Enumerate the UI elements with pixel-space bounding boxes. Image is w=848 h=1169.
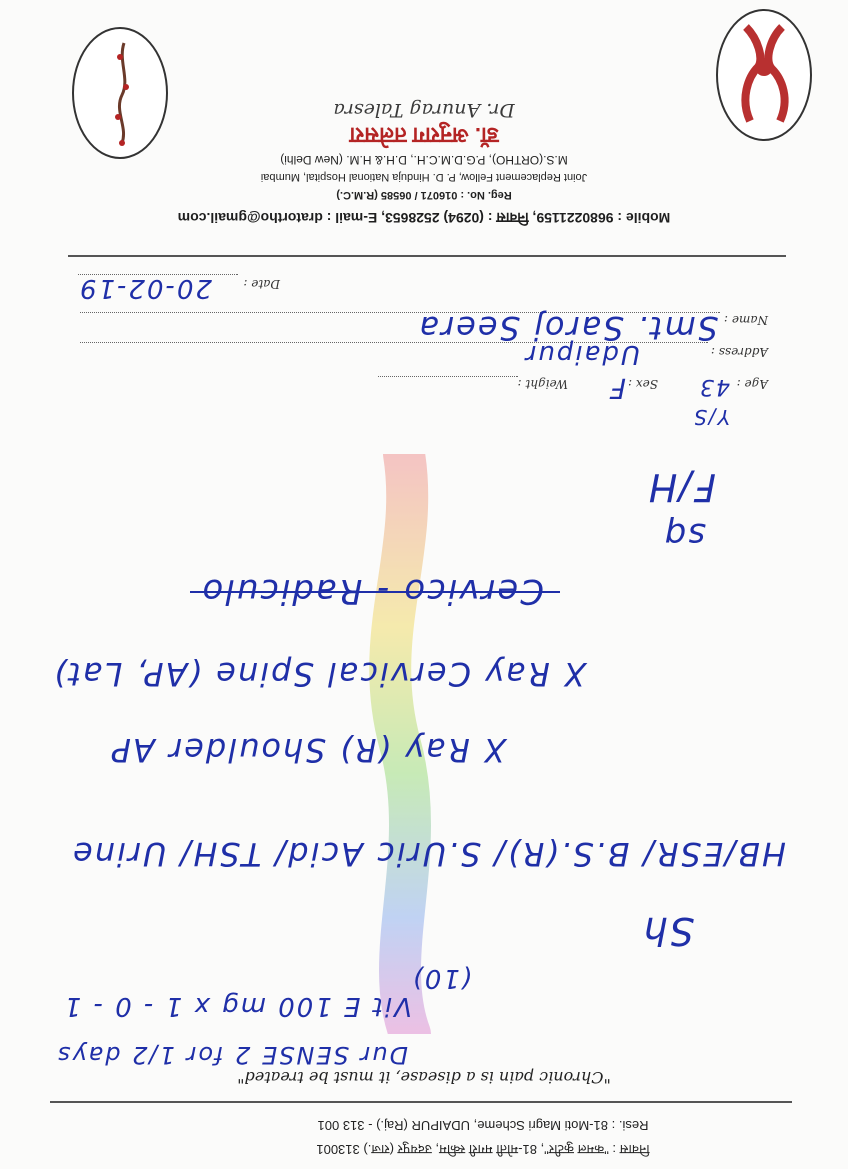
reference-note: (10) [410,963,472,993]
footer-divider [50,1101,792,1103]
xray-order-shoulder: X Ray (R) Shoulder AP [109,731,506,769]
diagnosis-underline [190,591,560,593]
xray-order-cervical: X Ray Cervical Spine (AP, Lat) [51,655,586,693]
name-label: Name : [724,313,768,327]
header-divider [68,255,786,257]
sex-label: Sex : [628,377,658,391]
duration-note: sq [662,515,706,555]
followup-note: Vit E 100 mg x 1 - 0 - 1 [62,991,412,1021]
lab-investigations: HB/ESR/ B.S.(R)/ S.Uric Acid/ TSH/ Urine [71,835,786,873]
spine-figure-logo [72,27,168,159]
contact-line: Mobile : 9680221159, निवास : (0294) 2528653, E-mail : dratortho@gmail.com [177,210,671,226]
weight-label: Weight : [517,377,568,391]
knee-logo [716,9,812,141]
qualifications: M.S.(ORTHO), P.G.D.M.C.H., D.H.& H.M. (New Delhi) [280,153,568,167]
address-value: Udaipur [523,339,640,369]
residence-address: Resi. : 81-Moti Magri Scheme, UDAIPUR (Raj.) - 313 001 [317,1118,649,1133]
date-value: 20-02-19 [77,273,212,303]
date-label: Date : [243,277,280,291]
tagline: "Chronic pain is a disease, it must be treated" [237,1068,611,1087]
name-value: Smt. Saroj Seera [417,309,718,347]
complaint-note: F/H [646,465,716,509]
signature-mark: Sh [641,909,694,953]
weight-value: Y/S [692,405,730,429]
sex-value: F [607,372,626,405]
doctor-name: Dr. Anurag Talesra [333,99,515,121]
registration-number: Reg. No. : 016071 / 06585 (R.M.C.) [336,189,512,201]
fellowship: Joint Replacement Fellow, P. D. Hinduja National Hospital, Mumbai [260,171,588,183]
diagnosis-note: Cervico - Radiculo [200,571,544,611]
weight-dots [378,376,518,377]
age-label: Age : [736,377,768,391]
doctor-name-hindi: डॉ. अनुराग तलेसरा [349,123,499,148]
address-label: Address : [710,345,768,359]
residence-address-hindi: निवास : "कमल कुटीर", 81-मोती मगरी स्कीम, उदयपुर (राज.) 313001 [316,1142,650,1157]
medication-note: Dur SENSE 2 for 1/2 days [56,1041,408,1069]
age-value: 43 [698,374,730,399]
